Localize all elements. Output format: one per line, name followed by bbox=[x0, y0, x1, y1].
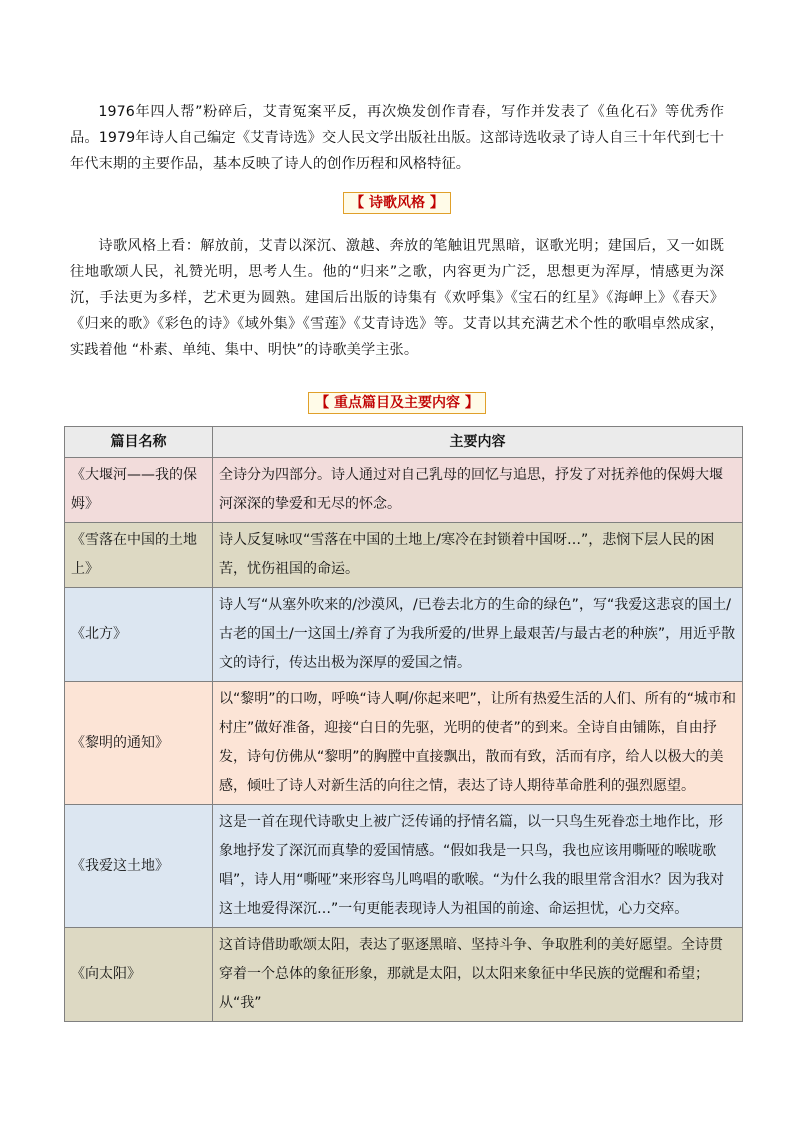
table-row bbox=[65, 928, 743, 1022]
header-content: 主要内容 bbox=[213, 427, 743, 458]
style-paragraph: 诗歌风格上看：解放前，艾青以深沉、激越、奔放的笔触诅咒黑暗，讴歌光明；建国后，又一如既往地歌颂人民，礼赞光明，思考人生。他的“归来”之歌，内容更为广泛，思想更为浑厚，情感更为深沉，手法更为多样，艺术更为圆熟。建国后出版的诗集有《欢呼集》《宝石的红星》《海岬上》《春天》《归来的歌》《彩色的诗》《域外集》《雪莲》《艾青诗选》等。艾青以其充满艺术个性的歌唱卓然成家，实践着他 “朴素、单纯、集中、明快”的诗歌美学主张。 bbox=[70, 238, 724, 358]
table-row bbox=[65, 805, 743, 928]
table-header-row bbox=[65, 427, 743, 458]
heading-key-works-label: 【 重点篇目及主要内容 】 bbox=[308, 392, 486, 414]
work-title: 《大堰河——我的保姆》 bbox=[65, 458, 213, 523]
work-content: 全诗分为四部分。诗人通过对自己乳母的回忆与追思，抒发了对抚养他的保姆大堰河深深的挚爱和无尽的怀念。 bbox=[213, 458, 743, 523]
work-title: 《我爱这土地》 bbox=[65, 805, 213, 928]
table-row bbox=[65, 682, 743, 805]
intro-paragraph: 1976年四人帮”粉碎后，艾青冤案平反，再次焕发创作青春，写作并发表了《鱼化石》等优秀作品。1979年诗人自己编定《艾青诗选》交人民文学出版社出版。这部诗选收录了诗人自三十年代到七十年代末期的主要作品，基本反映了诗人的创作历程和风格特征。 bbox=[70, 104, 724, 172]
heading-poetry-style bbox=[0, 192, 794, 214]
work-title: 《北方》 bbox=[65, 588, 213, 682]
work-title: 《向太阳》 bbox=[65, 928, 213, 1022]
work-content: 这首诗借助歌颂太阳，表达了驱逐黑暗、坚持斗争、争取胜利的美好愿望。全诗贯穿着一个总体的象征形象，那就是太阳，以太阳来象征中华民族的觉醒和希望；从“我” bbox=[213, 928, 743, 1022]
table-row bbox=[65, 458, 743, 523]
header-title: 篇目名称 bbox=[65, 427, 213, 458]
table-row bbox=[65, 523, 743, 588]
work-content: 诗人写“从塞外吹来的/沙漠风，/已卷去北方的生命的绿色”，写“我爱这悲哀的国土/古老的国土/一这国土/养育了为我所爱的/世界上最艰苦/与最古老的种族”，用近乎散文的诗行，传达出极为深厚的爱国之情。 bbox=[213, 588, 743, 682]
work-title: 《雪落在中国的土地上》 bbox=[65, 523, 213, 588]
works-table bbox=[64, 426, 743, 1022]
work-content: 诗人反复咏叹“雪落在中国的土地上/寒冷在封锁着中国呀…”，悲悯下层人民的困苦，忧伤祖国的命运。 bbox=[213, 523, 743, 588]
work-content: 这是一首在现代诗歌史上被广泛传诵的抒情名篇，以一只鸟生死眷恋土地作比，形象地抒发了深沉而真挚的爱国情感。“假如我是一只鸟，我也应该用嘶哑的喉咙歌唱”，诗人用“嘶哑”来形容鸟儿鸣唱的歌喉。“为什么我的眼里常含泪水？因为我对这土地爱得深沉…”一句更能表现诗人为祖国的前途、命运担忧，心力交瘁。 bbox=[213, 805, 743, 928]
heading-poetry-style-label: 【 诗歌风格 】 bbox=[343, 192, 451, 214]
table-row bbox=[65, 588, 743, 682]
work-content: 以“黎明”的口吻，呼唤“诗人啊/你起来吧”，让所有热爱生活的人们、所有的“城市和村庄”做好准备，迎接“白日的先驱，光明的使者”的到来。全诗自由铺陈，自由抒发，诗句仿佛从“黎明”的胸膛中直接飘出，散而有致，活而有序，给人以极大的美感，倾吐了诗人对新生活的向往之情，表达了诗人期待革命胜利的强烈愿望。 bbox=[213, 682, 743, 805]
heading-key-works bbox=[0, 392, 794, 414]
work-title: 《黎明的通知》 bbox=[65, 682, 213, 805]
